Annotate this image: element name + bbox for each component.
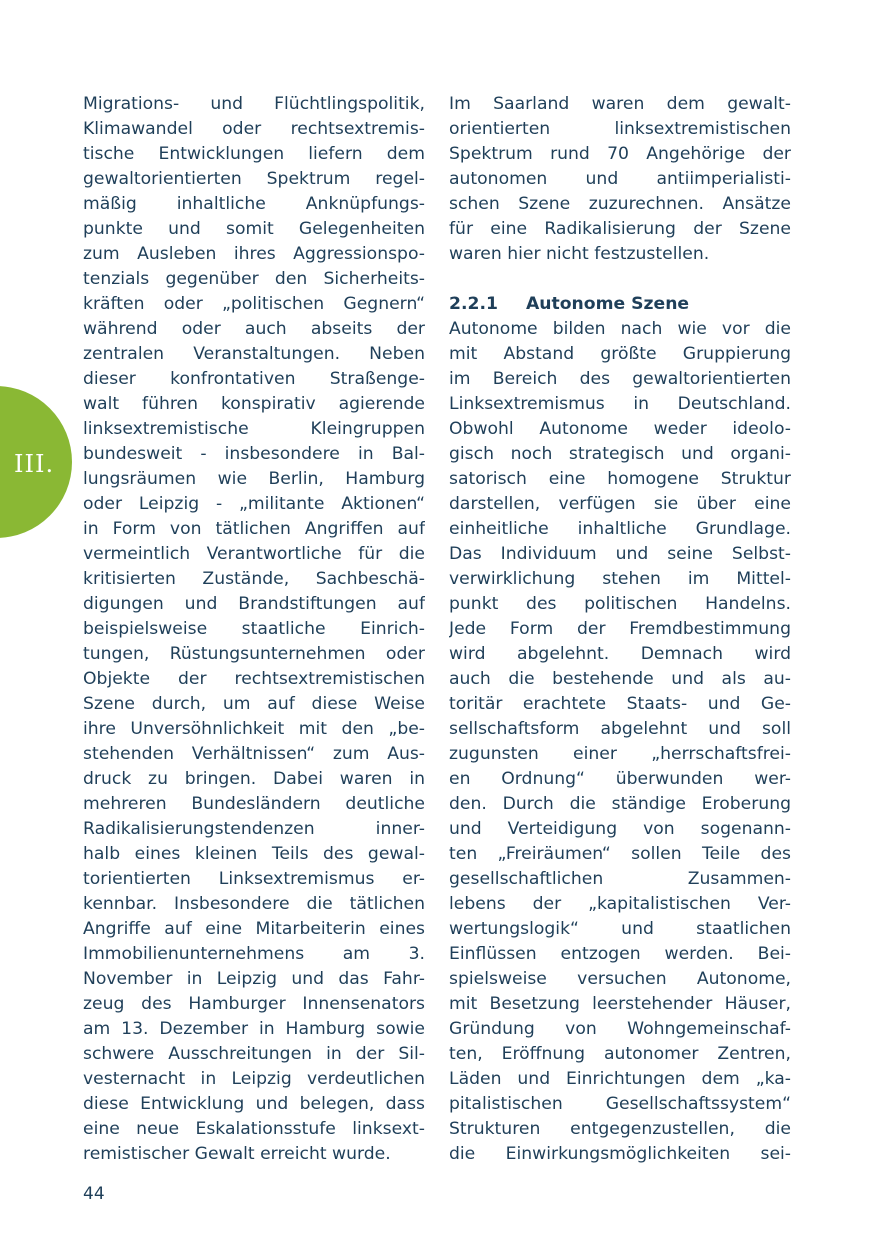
body-paragraph: [449, 317, 791, 1167]
chapter-label: III.: [14, 450, 55, 478]
text-line: Migrations- und Flüchtlingspolitik,: [83, 94, 425, 114]
text-line: dieser konfrontativen Straßenge-: [83, 369, 425, 389]
text-line: digungen und Brandstiftungen auf: [83, 594, 425, 614]
text-line: druck zu bringen. Dabei waren in: [83, 769, 425, 789]
text-line: punkt des politischen Handelns.: [449, 594, 791, 614]
text-line: sellschaftsform abgelehnt und soll: [449, 719, 791, 739]
text-line: pitalistischen Gesellschaftssystem“: [449, 1094, 791, 1114]
text-line: eine neue Eskalationsstufe linksext-: [83, 1119, 425, 1139]
text-line: beispielsweise staatliche Einrich-: [83, 619, 425, 639]
text-line: kennbar. Insbesondere die tätlichen: [83, 894, 425, 914]
text-line: mit Abstand größte Gruppierung: [449, 344, 791, 364]
text-line: Läden und Einrichtungen dem „ka-: [449, 1069, 791, 1089]
text-line: zugunsten einer „herrschaftsfrei-: [449, 744, 791, 764]
text-line: in Form von tätlichen Angriffen auf: [83, 519, 425, 539]
text-line: lebens der „kapitalistischen Ver-: [449, 894, 791, 914]
section-title: Autonome Szene: [526, 294, 690, 314]
text-line: Strukturen entgegenzustellen, die: [449, 1119, 791, 1139]
text-line: November in Leipzig und das Fahr-: [83, 969, 425, 989]
text-line: kräften oder „politischen Gegnern“: [83, 294, 425, 314]
text-line: Das Individuum und seine Selbst-: [449, 544, 791, 564]
text-line: toritär erachtete Staats- und Ge-: [449, 694, 791, 714]
text-line: lungsräumen wie Berlin, Hamburg: [83, 469, 425, 489]
text-line: Obwohl Autonome weder ideolo-: [449, 419, 791, 439]
text-line: linksextremistische Kleingruppen: [83, 419, 425, 439]
text-line: Immobilienunternehmens am 3.: [83, 944, 425, 964]
text-line: gewaltorientierten Spektrum regel-: [83, 169, 425, 189]
text-line: vermeintlich Verantwortliche für die: [83, 544, 425, 564]
text-line: Spektrum rund 70 Angehörige der: [449, 144, 791, 164]
text-line: im Bereich des gewaltorientierten: [449, 369, 791, 389]
text-line: bundesweit - insbesondere in Bal-: [83, 444, 425, 464]
text-line: mäßig inhaltliche Anknüpfungs-: [83, 194, 425, 214]
text-line: zeug des Hamburger Innensenators: [83, 994, 425, 1014]
text-line: Radikalisierungstendenzen inner-: [83, 819, 425, 839]
text-line: remistischer Gewalt erreicht wurde.: [83, 1144, 391, 1164]
text-line: torientierten Linksextremismus er-: [83, 869, 425, 889]
paragraph-gap: [449, 267, 791, 292]
text-line: am 13. Dezember in Hamburg sowie: [83, 1019, 425, 1039]
text-line: Objekte der rechtsextremistischen: [83, 669, 425, 689]
text-line: gisch noch strategisch und organi-: [449, 444, 791, 464]
text-line: die Einwirkungsmöglichkeiten sei-: [449, 1144, 791, 1164]
text-line: zum Ausleben ihres Aggressionspo-: [83, 244, 425, 264]
text-line: Klimawandel oder rechtsextremis-: [83, 119, 425, 139]
text-line: wertungslogik“ und staatlichen: [449, 919, 791, 939]
text-line: Jede Form der Fremdbestimmung: [449, 619, 791, 639]
text-line: Im Saarland waren dem gewalt-: [449, 94, 791, 114]
text-line: punkte und somit Gelegenheiten: [83, 219, 425, 239]
text-line: den. Durch die ständige Eroberung: [449, 794, 791, 814]
text-line: und Verteidigung von sogenann-: [449, 819, 791, 839]
text-line: Linksextremismus in Deutschland.: [449, 394, 791, 414]
text-line: einheitliche inhaltliche Grundlage.: [449, 519, 791, 539]
text-line: schwere Ausschreitungen in der Sil-: [83, 1044, 425, 1064]
text-line: ten, Eröffnung autonomer Zentren,: [449, 1044, 791, 1064]
text-line: Angriffe auf eine Mitarbeiterin eines: [83, 919, 425, 939]
text-line: tenzials gegenüber den Sicherheits-: [83, 269, 425, 289]
text-line: spielsweise versuchen Autonome,: [449, 969, 791, 989]
text-line: wird abgelehnt. Demnach wird: [449, 644, 791, 664]
text-line: Gründung von Wohngemeinschaf-: [449, 1019, 791, 1039]
text-line: halb eines kleinen Teils des gewal-: [83, 844, 425, 864]
text-line: tische Entwicklungen liefern dem: [83, 144, 425, 164]
text-line: autonomen und antiimperialisti-: [449, 169, 791, 189]
text-line: satorisch eine homogene Struktur: [449, 469, 791, 489]
page-number: 44: [83, 1184, 105, 1204]
section-heading: [449, 292, 791, 317]
text-line: verwirklichung stehen im Mittel-: [449, 569, 791, 589]
text-line: Szene durch, um auf diese Weise: [83, 694, 425, 714]
section-number: 2.2.1: [449, 294, 498, 314]
text-line: schen Szene zuzurechnen. Ansätze: [449, 194, 791, 214]
intro-paragraph: [449, 92, 791, 267]
right-text-column: [449, 92, 791, 1167]
text-line: für eine Radikalisierung der Szene: [449, 219, 791, 239]
text-line: diese Entwicklung und belegen, dass: [83, 1094, 425, 1114]
text-line: mit Besetzung leerstehender Häuser,: [449, 994, 791, 1014]
left-text-column: [83, 92, 425, 1167]
text-line: stehenden Verhältnissen“ zum Aus-: [83, 744, 425, 764]
text-line: waren hier nicht festzustellen.: [449, 244, 710, 264]
text-line: kritisierten Zustände, Sachbeschä-: [83, 569, 425, 589]
text-line: en Ordnung“ überwunden wer-: [449, 769, 791, 789]
text-line: orientierten linksextremistischen: [449, 119, 791, 139]
text-line: tungen, Rüstungsunternehmen oder: [83, 644, 425, 664]
text-line: gesellschaftlichen Zusammen-: [449, 869, 791, 889]
text-line: auch die bestehende und als au-: [449, 669, 791, 689]
text-line: Einflüssen entzogen werden. Bei-: [449, 944, 791, 964]
text-line: ihre Unversöhnlichkeit mit den „be-: [83, 719, 425, 739]
text-line: walt führen konspirativ agierende: [83, 394, 425, 414]
text-line: während oder auch abseits der: [83, 319, 425, 339]
text-line: mehreren Bundesländern deutliche: [83, 794, 425, 814]
text-line: zentralen Veranstaltungen. Neben: [83, 344, 425, 364]
text-line: oder Leipzig - „militante Aktionen“: [83, 494, 425, 514]
text-line: vesternacht in Leipzig verdeutlichen: [83, 1069, 425, 1089]
text-line: ten „Freiräumen“ sollen Teile des: [449, 844, 791, 864]
text-line: Autonome bilden nach wie vor die: [449, 319, 791, 339]
text-line: darstellen, verfügen sie über eine: [449, 494, 791, 514]
